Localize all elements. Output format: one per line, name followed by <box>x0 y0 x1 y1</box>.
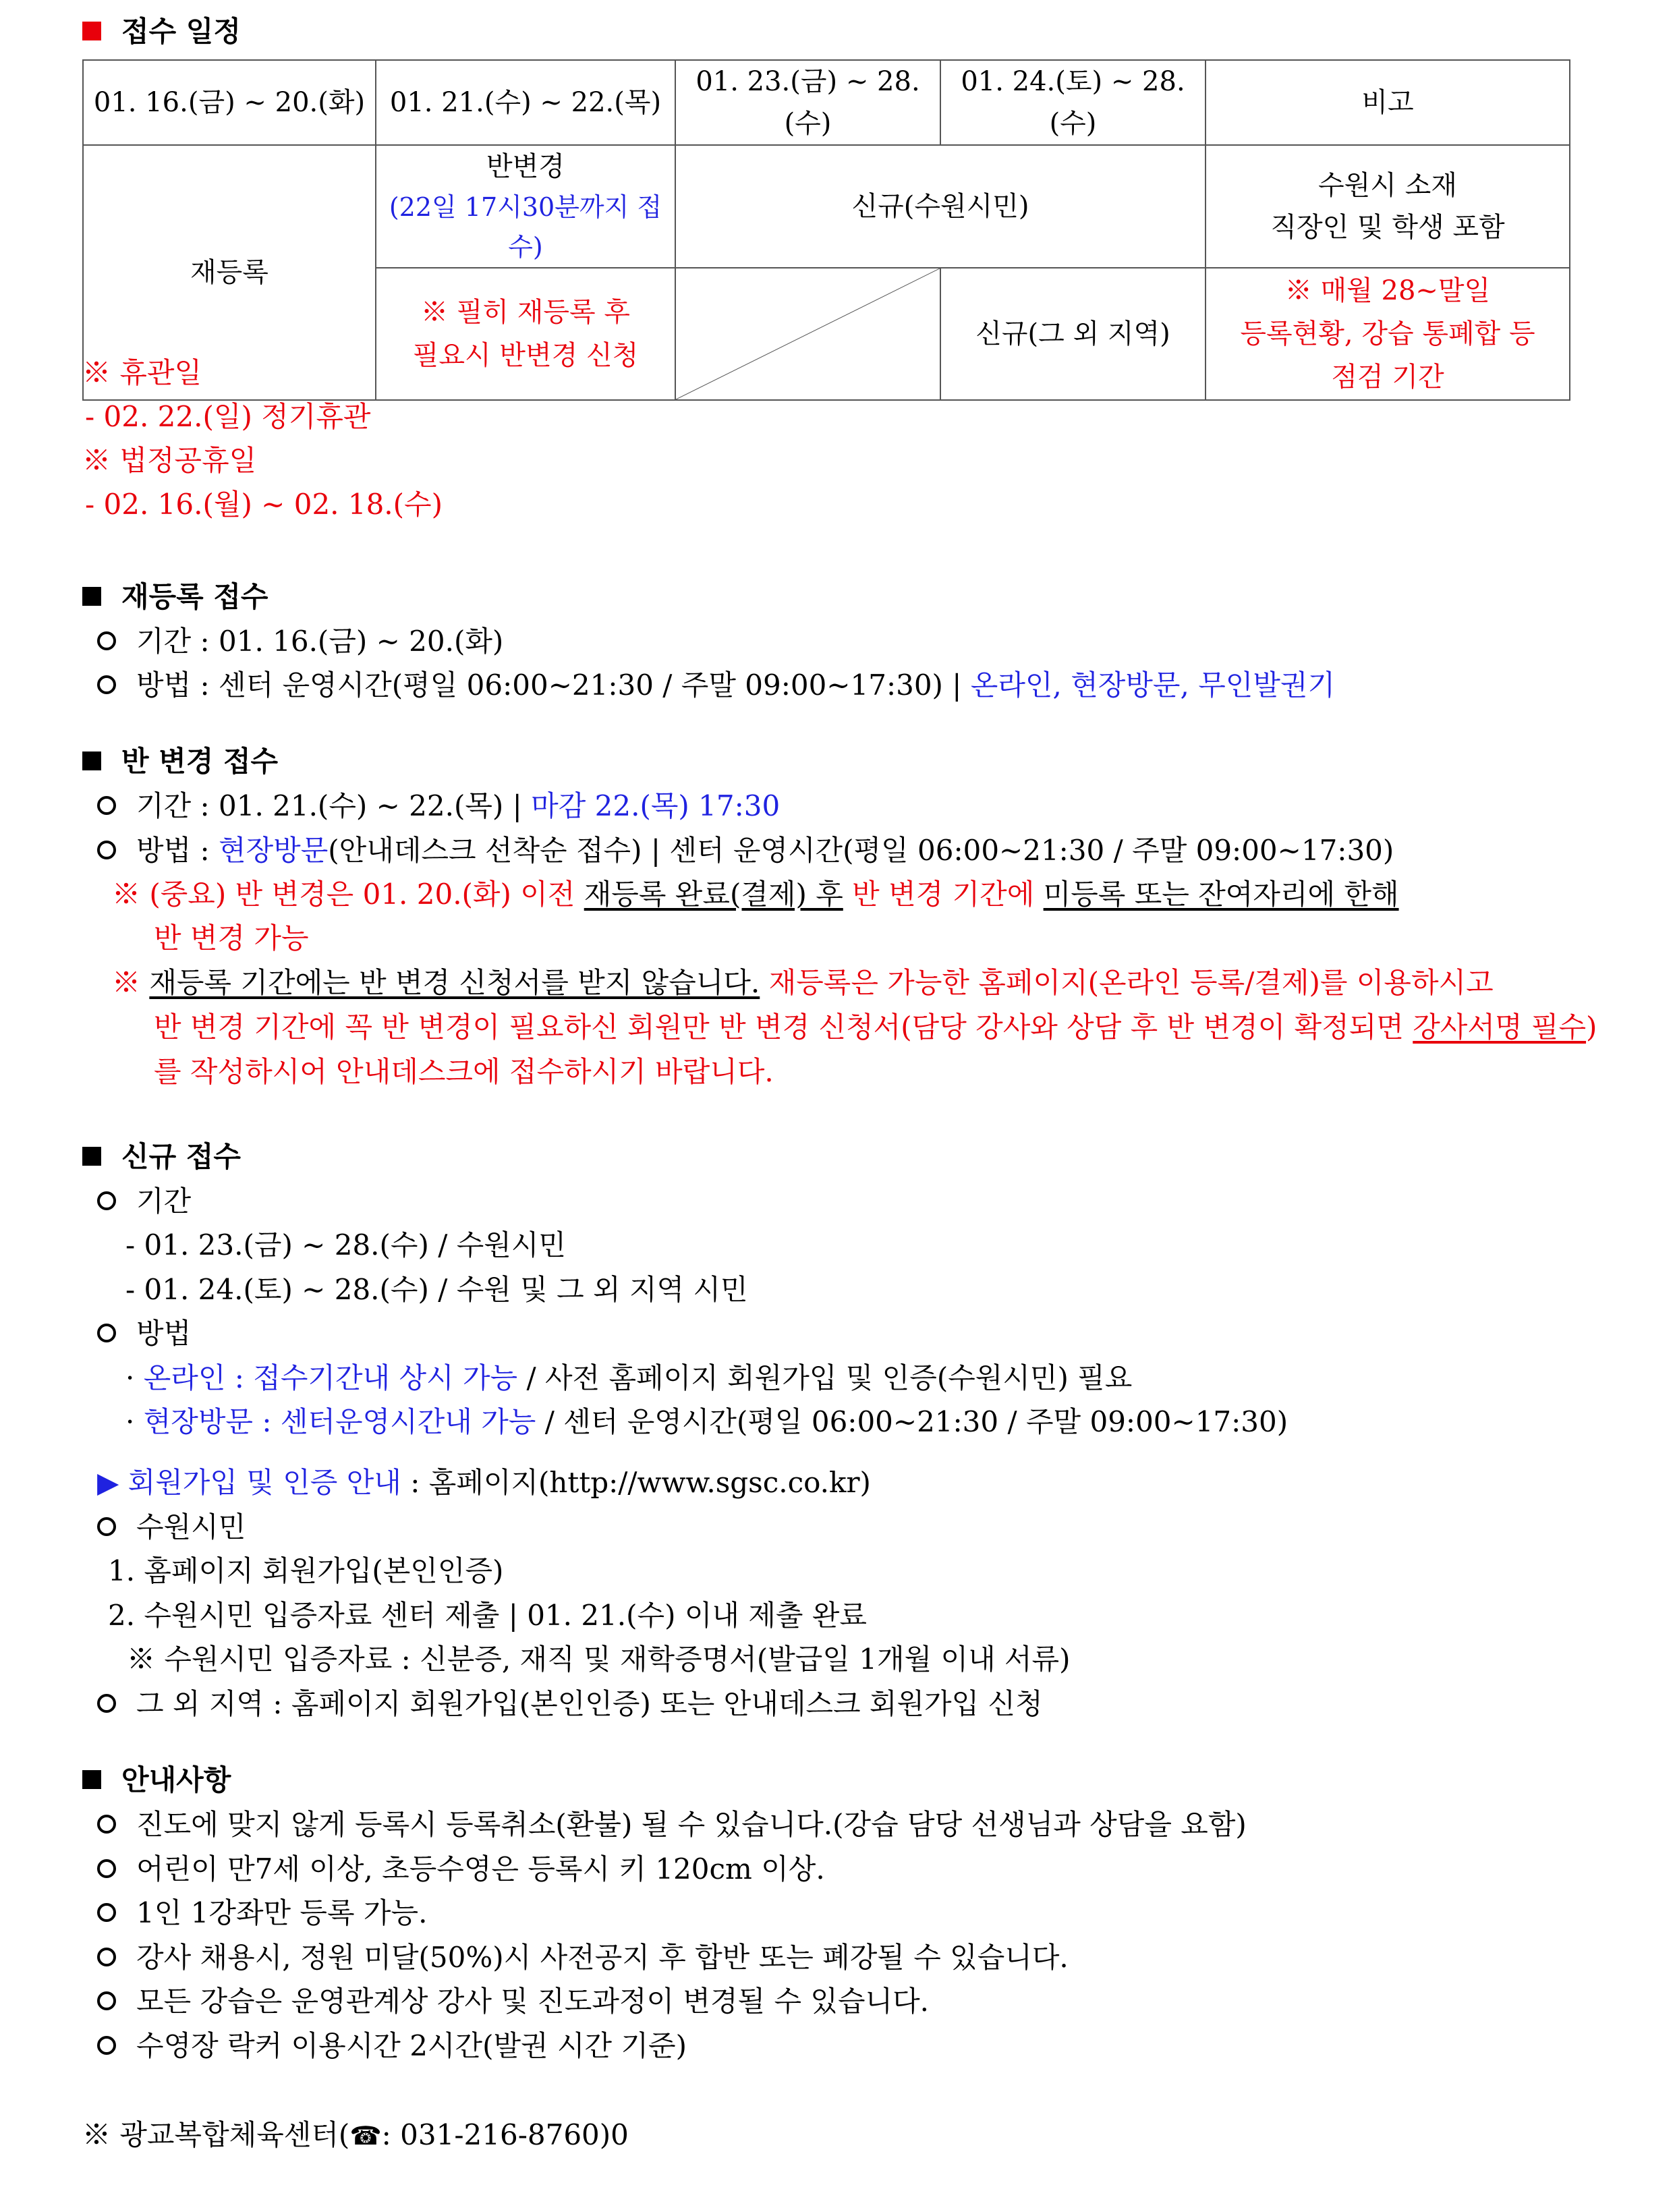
new-registration-section-title: 신규 접수 <box>82 1135 241 1175</box>
black-square-bullet-icon <box>82 1770 101 1789</box>
circle-bullet-icon <box>97 841 116 859</box>
circle-bullet-icon <box>97 675 116 694</box>
header-cell: 01. 21.(수) ~ 22.(목) <box>376 60 675 145</box>
remark-bottom-cell <box>1206 268 1570 400</box>
class-change-label: 반변경 <box>486 151 565 182</box>
class-change-note-2-line2: 반 변경 기간에 꼭 반 변경이 필요하신 회원만 반 변경 신청서(담당 강사와 상담 후 반 변경이 확정되면 강사서명 필수) <box>154 1011 1597 1044</box>
circle-bullet-icon <box>97 1948 116 1966</box>
new-period-2: - 01. 24.(토) ~ 28.(수) / 수원 및 그 외 지역 시민 <box>125 1273 748 1306</box>
circle-bullet-icon <box>97 1815 116 1834</box>
visit-text: 현장방문 : 센터운영시간내 가능 <box>143 1405 536 1438</box>
reregister-section-title: 재등록 접수 <box>82 575 268 615</box>
new-suwon-cell: 신규(수원시민) <box>675 145 1206 268</box>
circle-bullet-icon <box>97 1324 116 1342</box>
online-text: 온라인 : 접수기간내 상시 가능 <box>143 1361 518 1394</box>
class-change-period: 기간 : 01. 21.(수) ~ 22.(목) | 마감 22.(목) 17:30 <box>97 784 780 824</box>
schedule-title: 접수 일정 <box>82 9 241 50</box>
suwon-citizen-label: 수원시민 <box>97 1505 246 1545</box>
closed-day-date: - 02. 22.(일) 정기휴관 <box>85 400 371 433</box>
circle-bullet-icon <box>97 1517 116 1536</box>
remark-top-cell <box>1206 145 1570 268</box>
reregister-period: 기간 : 01. 16.(금) ~ 20.(화) <box>97 619 503 660</box>
new-period-1: - 01. 23.(금) ~ 28.(수) / 수원시민 <box>125 1228 566 1261</box>
visit-text: 현장방문 <box>219 834 329 867</box>
new-method-label: 방법 <box>97 1311 191 1352</box>
phone-icon: ☎ <box>349 2121 382 2151</box>
new-method-visit: · 현장방문 : 센터운영시간내 가능 / 센터 운영시간(평일 06:00~21:30 / 주말 09:00~17:30) <box>125 1405 1288 1438</box>
guide-item: 강사 채용시, 정원 미달(50%)시 사전공지 후 합반 또는 폐강될 수 있습니다. <box>97 1935 1069 1976</box>
class-change-section-title: 반 변경 접수 <box>82 739 278 780</box>
schedule-table <box>82 59 1570 401</box>
remark-line: 직장인 및 학생 포함 <box>1270 211 1505 243</box>
note-line: ※ 필히 재등록 후 <box>421 296 630 328</box>
reregister-method: 방법 : 센터 운영시간(평일 06:00~21:30 / 주말 09:00~17:30) | 온라인, 현장방문, 무인발권기 <box>97 663 1335 704</box>
legal-holiday-date: - 02. 16.(월) ~ 02. 18.(수) <box>85 488 443 521</box>
suwon-step-2: 2. 수원시민 입증자료 센터 제출 | 01. 21.(수) 이내 제출 완료 <box>108 1599 867 1632</box>
other-region: 그 외 지역 : 홈페이지 회원가입(본인인증) 또는 안내데스크 회원가입 신청 <box>97 1682 1043 1722</box>
remark-line: 수원시 소재 <box>1318 169 1457 201</box>
circle-bullet-icon <box>97 1859 116 1878</box>
footer-contact: ※ 광교복합체육센터(☎: 031-216-8760)0 <box>82 2118 629 2151</box>
black-square-bullet-icon <box>82 1147 101 1166</box>
remark-line: 등록현황, 강습 통폐합 등 <box>1240 318 1535 349</box>
circle-bullet-icon <box>97 1191 116 1210</box>
guide-item: 수영장 락커 이용시간 2시간(발권 시간 기준) <box>97 2024 687 2064</box>
class-change-method: 방법 : 현장방문(안내데스크 선착순 접수) | 센터 운영시간(평일 06:00~21:30 / 주말 09:00~17:30) <box>97 828 1394 869</box>
circle-bullet-icon <box>97 796 116 815</box>
class-change-deadline-text: 마감 22.(목) 17:30 <box>531 789 781 822</box>
reregister-channels: 온라인, 현장방문, 무인발권기 <box>970 669 1336 702</box>
suwon-proof-note: ※ 수원시민 입증자료 : 신분증, 재직 및 재학증명서(발급일 1개월 이내 서류) <box>127 1643 1071 1676</box>
header-cell: 비고 <box>1206 60 1570 145</box>
new-method-online: · 온라인 : 접수기간내 상시 가능 / 사전 홈페이지 회원가입 및 인증(수원시민) 필요 <box>125 1361 1133 1394</box>
must-reregister-note-cell <box>376 268 675 400</box>
guide-section-title: 안내사항 <box>82 1758 231 1798</box>
class-change-note-1: ※ (중요) 반 변경은 01. 20.(화) 이전 재등록 완료(결제) 후 반 변경 기간에 미등록 또는 잔여자리에 한해 <box>112 878 1399 911</box>
black-square-bullet-icon <box>82 587 101 606</box>
suwon-step-1: 1. 홈페이지 회원가입(본인인증) <box>108 1554 504 1587</box>
circle-bullet-icon <box>97 2036 116 2055</box>
triangle-arrow-icon: ▶ <box>97 1466 128 1499</box>
header-cell: 01. 23.(금) ~ 28.(수) <box>675 60 940 145</box>
class-change-cell <box>376 145 675 268</box>
circle-bullet-icon <box>97 1903 116 1922</box>
guide-item: 1인 1강좌만 등록 가능. <box>97 1891 427 1931</box>
signup-label: 회원가입 및 인증 안내 <box>127 1466 401 1499</box>
remark-line: 점검 기간 <box>1331 361 1444 393</box>
class-change-deadline: (22일 17시30분까지 접수) <box>389 192 662 262</box>
class-change-note-1-cont: 반 변경 가능 <box>154 921 309 955</box>
note-line: 필요시 반변경 신청 <box>412 339 639 371</box>
remark-line: ※ 매월 28~말일 <box>1284 275 1491 306</box>
guide-item: 진도에 맞지 않게 등록시 등록취소(환불) 될 수 있습니다.(강습 담당 선생님과 상담을 요함) <box>97 1803 1247 1843</box>
black-square-bullet-icon <box>82 751 101 770</box>
new-other-cell: 신규(그 외 지역) <box>940 268 1206 400</box>
class-change-note-2-line3: 를 작성하시어 안내데스크에 접수하시기 바랍니다. <box>154 1055 774 1088</box>
new-period-label: 기간 <box>97 1179 191 1220</box>
circle-bullet-icon <box>97 1694 116 1713</box>
legal-holiday-title: ※ 법정공휴일 <box>82 444 257 477</box>
circle-bullet-icon <box>97 631 116 650</box>
reregister-cell: 재등록 <box>83 145 376 400</box>
closed-day-title: ※ 휴관일 <box>82 356 202 389</box>
header-cell: 01. 24.(토) ~ 28.(수) <box>940 60 1206 145</box>
empty-diagonal-cell <box>675 268 940 400</box>
class-change-note-2: ※ 재등록 기간에는 반 변경 신청서를 받지 않습니다. 재등록은 가능한 홈페이지(온라인 등록/결제)를 이용하시고 <box>112 966 1494 999</box>
red-square-bullet-icon <box>82 22 101 40</box>
guide-item: 모든 강습은 운영관계상 강사 및 진도과정이 변경될 수 있습니다. <box>97 1979 929 2020</box>
diagonal-line <box>676 268 940 399</box>
circle-bullet-icon <box>97 1991 116 2010</box>
guide-item: 어린이 만7세 이상, 초등수영은 등록시 키 120cm 이상. <box>97 1847 825 1888</box>
signup-guide: ▶ 회원가입 및 인증 안내 : 홈페이지(http://www.sgsc.co.kr) <box>97 1466 871 1499</box>
header-cell: 01. 16.(금) ~ 20.(화) <box>83 60 376 145</box>
